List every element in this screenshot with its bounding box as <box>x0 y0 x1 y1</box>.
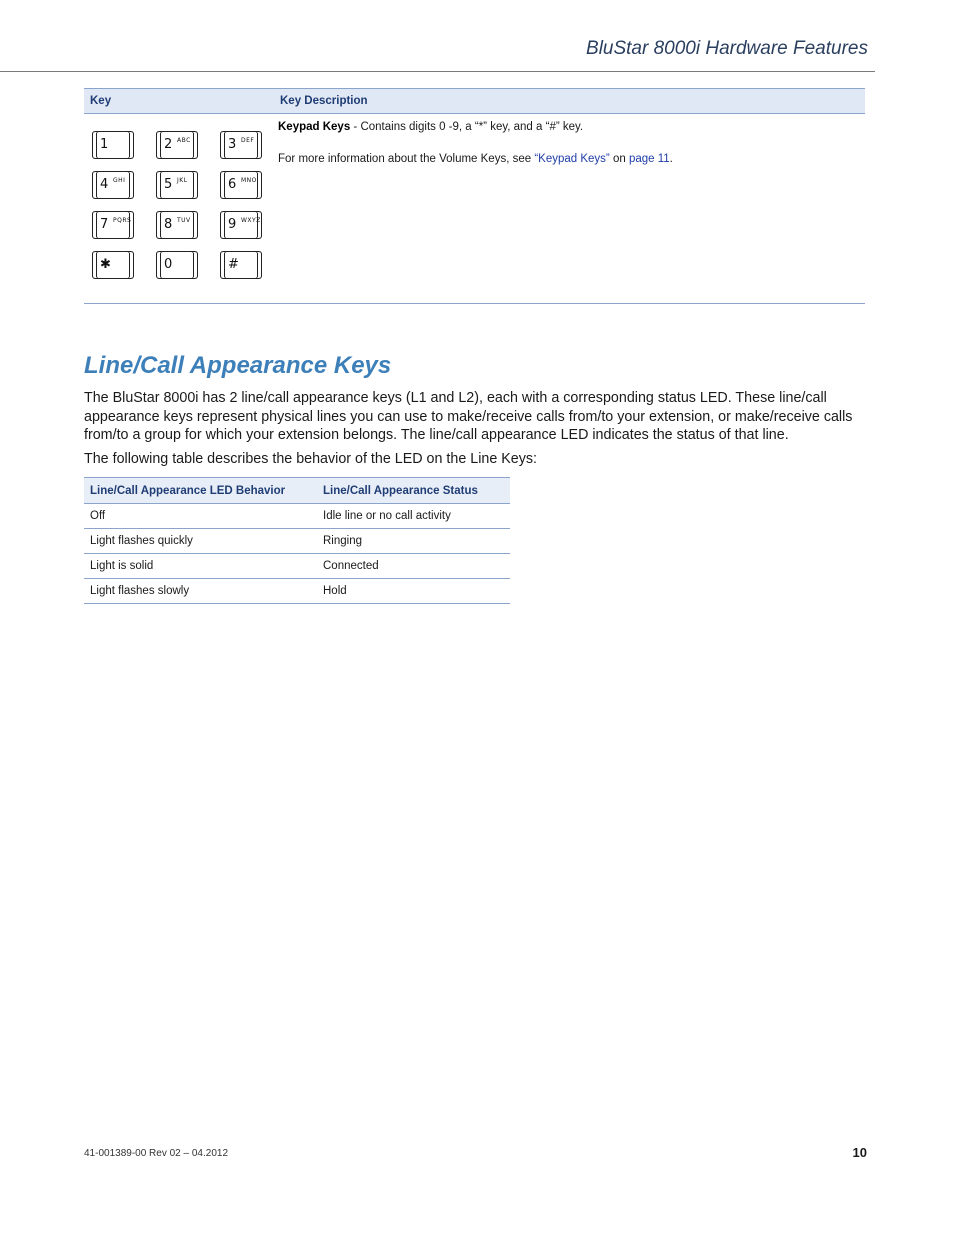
keypad-keys-table <box>84 88 865 304</box>
led-behavior-cell: Light flashes quickly <box>84 529 317 554</box>
more-info-mid: on <box>609 153 629 165</box>
keypad-key-7 <box>92 211 134 239</box>
key-digit: 8 <box>164 217 173 232</box>
column-header-status: Line/Call Appearance Status <box>317 478 510 504</box>
table-header-row <box>84 89 865 114</box>
keypad-key-9 <box>220 211 262 239</box>
table-row <box>84 529 510 554</box>
running-header-title: BluStar 8000i Hardware Features <box>586 38 868 59</box>
keypad-keys-text: - Contains digits 0 -9, a “*” key, and a “#” key. <box>350 121 584 133</box>
column-header-key: Key <box>84 89 274 114</box>
key-letters: MNO <box>241 177 257 184</box>
led-behavior-cell: Light is solid <box>84 554 317 579</box>
column-header-led-behavior: Line/Call Appearance LED Behavior <box>84 478 317 504</box>
keypad-key-6 <box>220 171 262 199</box>
keypad-key-1 <box>92 131 134 159</box>
key-digit: # <box>228 257 239 272</box>
keypad-key-hash <box>220 251 262 279</box>
keypad-illustration <box>92 131 274 279</box>
led-behavior-cell: Off <box>84 504 317 529</box>
key-digit: 1 <box>100 137 109 152</box>
table-row <box>84 579 510 604</box>
table-header-row <box>84 478 510 504</box>
keypad-keys-link[interactable]: “Keypad Keys” <box>534 153 610 165</box>
footer-page-number: 10 <box>852 1145 867 1160</box>
key-letters: ABC <box>177 137 191 144</box>
key-digit: 5 <box>164 177 173 192</box>
more-info-sentence <box>278 152 859 167</box>
keypad-key-2 <box>156 131 198 159</box>
key-digit: ✱ <box>100 257 111 272</box>
keypad-keys-term: Keypad Keys <box>278 121 351 133</box>
key-letters: DEF <box>241 137 255 144</box>
keypad-key-star <box>92 251 134 279</box>
table-row <box>84 554 510 579</box>
key-digit: 7 <box>100 217 109 232</box>
keypad-illustration-cell <box>84 114 274 304</box>
key-letters: TUV <box>177 217 191 224</box>
key-digit: 3 <box>228 137 237 152</box>
key-digit: 4 <box>100 177 109 192</box>
more-info-prefix: For more information about the Volume Keys, see <box>278 153 535 165</box>
keypad-keys-description <box>278 120 859 135</box>
key-digit: 2 <box>164 137 173 152</box>
led-status-cell: Ringing <box>317 529 510 554</box>
table-row <box>84 114 865 304</box>
led-behavior-table <box>84 477 510 604</box>
column-header-key-description: Key Description <box>274 89 865 114</box>
led-status-cell: Connected <box>317 554 510 579</box>
table-row <box>84 504 510 529</box>
key-letters: PQRS <box>113 217 132 224</box>
key-description-cell <box>274 114 865 304</box>
header-divider <box>0 71 875 72</box>
body-paragraph: The BluStar 8000i has 2 line/call appearance keys (L1 and L2), each with a corresponding status LED. These line/call appearance keys represent physical lines you can use to make/receive calls from/to your extension, or make/receive calls from/to a group for which your extension belongs. The line/call appearance LED indicates the status of that line. <box>84 390 853 443</box>
page-11-link[interactable]: page 11 <box>628 153 670 165</box>
key-digit: 6 <box>228 177 237 192</box>
body-paragraph: The following table describes the behavior of the LED on the Line Keys: <box>84 451 538 467</box>
key-digit: 9 <box>228 217 237 232</box>
led-status-cell: Idle line or no call activity <box>317 504 510 529</box>
key-letters: WXYZ <box>241 217 261 224</box>
more-info-suffix: . <box>669 153 673 165</box>
key-letters: JKL <box>177 177 188 184</box>
key-letters: GHI <box>113 177 126 184</box>
keypad-key-0 <box>156 251 198 279</box>
keypad-key-5 <box>156 171 198 199</box>
led-status-cell: Hold <box>317 579 510 604</box>
keypad-key-3 <box>220 131 262 159</box>
footer-document-id: 41-001389-00 Rev 02 – 04.2012 <box>84 1148 229 1159</box>
keypad-key-8 <box>156 211 198 239</box>
section-title: Line/Call Appearance Keys <box>84 352 392 379</box>
led-behavior-cell: Light flashes slowly <box>84 579 317 604</box>
keypad-key-4 <box>92 171 134 199</box>
key-digit: 0 <box>164 257 173 272</box>
